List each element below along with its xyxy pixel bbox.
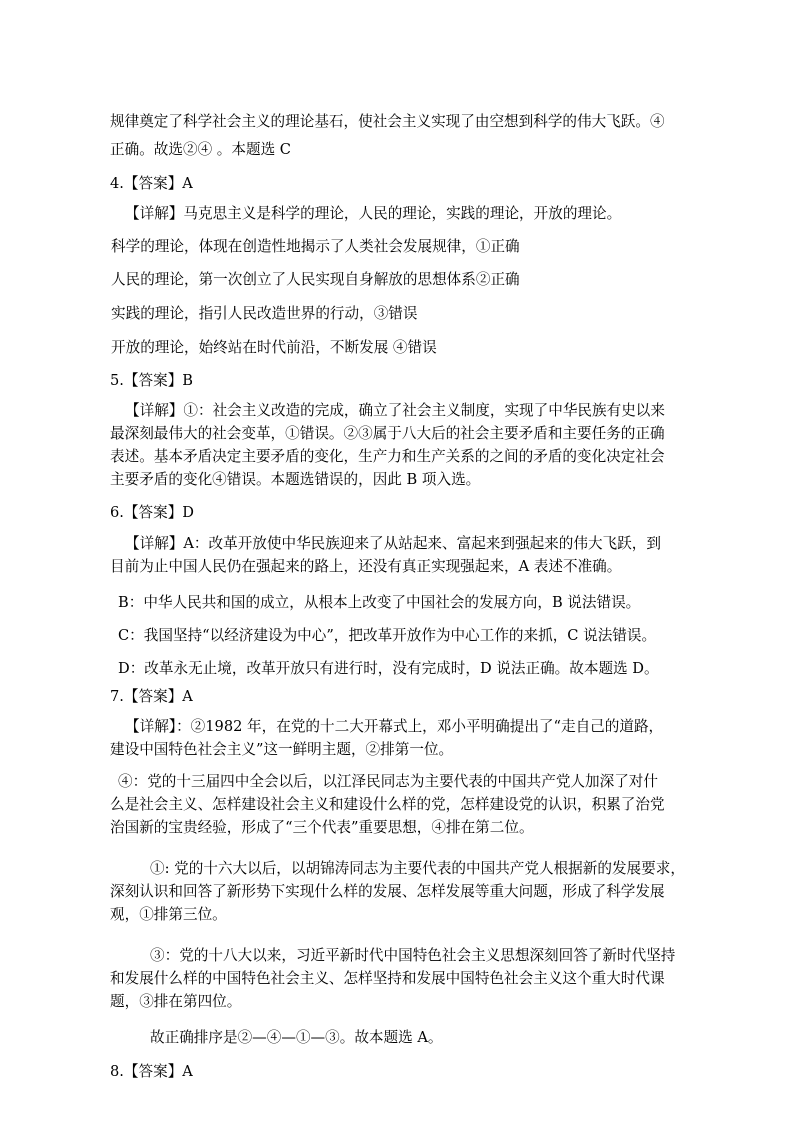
explanation-line: 目前为止中国人民仍在强起来的路上，还没有真正实现强起来，A 表述不准确。 [110, 558, 622, 575]
explanation-line: 开放的理论，始终站在时代前沿，不断发展 ④错误 [111, 339, 437, 356]
explanation-line: D：改革永无止境，改革开放只有进行时，没有完成时，D 说法正确。故本题选 D。 [118, 660, 659, 677]
explanation-line: 【详解】①：社会主义改造的完成，确立了社会主义制度，实现了中华民族有史以来 [125, 402, 665, 419]
explanation-line: 科学的理论，体现在创造性地揭示了人类社会发展规律，①正确 [111, 238, 520, 255]
explanation-line: 深刻认识和回答了新形势下实现什么样的发展、怎样发展等重大问题，形成了科学发展 [110, 883, 665, 900]
explanation-line: 故正确排序是②—④—①—③。故本题选 A。 [150, 1029, 443, 1046]
explanation-line: ①: 党的十六大以后，以胡锦涛同志为主要代表的中国共产党人根据新的发展要求， [150, 860, 685, 877]
explanation-line: 实践的理论，指引人民改造世界的行动，③错误 [111, 305, 418, 322]
text-line: 正确。故选②④ 。本题选 C [110, 141, 291, 158]
explanation-line: 建设中国特色社会主义”这一鲜明主题，②排第一位。 [110, 741, 454, 758]
explanation-line: 题，③排在第四位。 [110, 993, 242, 1010]
explanation-line: 【详解】A：改革开放使中华民族迎来了从站起来、富起来到强起来的伟大飞跃，到 [125, 535, 661, 552]
answer-heading-8: 8.【答案】A [110, 1063, 193, 1080]
answer-heading-5: 5.【答案】B [110, 372, 194, 389]
explanation-line: 主要矛盾的变化④错误。本题选错误的，因此 B 项入选。 [110, 471, 481, 488]
explanation-line: 观，①排第三位。 [110, 906, 227, 923]
explanation-line: ③：党的十八大以来，习近平新时代中国特色社会主义思想深刻回答了新时代坚持 [150, 947, 676, 964]
explanation-line: 和发展什么样的中国特色社会主义、怎样坚持和发展中国特色社会主义这个重大时代课 [110, 970, 665, 987]
explanation-line: B：中华人民共和国的成立，从根本上改变了中国社会的发展方向，B 说法错误。 [118, 594, 641, 611]
explanation-line: 最深刻最伟大的社会变革，①错误。②③属于八大后的社会主要矛盾和主要任务的正确 [110, 425, 665, 442]
explanation-line: 么是社会主义、怎样建设社会主义和建设什么样的党，怎样建设党的认识，积累了治党 [110, 796, 665, 813]
answer-heading-7: 7.【答案】A [110, 688, 193, 705]
explanation-line: 【详解】马克思主义是科学的理论，人民的理论，实践的理论，开放的理论。 [125, 205, 622, 222]
explanation-line: 表述。基本矛盾决定主要矛盾的变化，生产力和生产关系的之间的矛盾的变化决定社会 [110, 448, 665, 465]
explanation-line: 人民的理论，第一次创立了人民实现自身解放的思想体系②正确 [111, 271, 520, 288]
answer-heading-6: 6.【答案】D [110, 504, 194, 521]
answer-heading-4: 4.【答案】A [110, 175, 193, 192]
explanation-line: 治国新的宝贵经验，形成了“三个代表”重要思想，④排在第二位。 [110, 819, 534, 836]
text-line: 规律奠定了科学社会主义的理论基石，使社会主义实现了由空想到科学的伟大飞跃。④ [110, 113, 665, 130]
explanation-line: C：我国坚持“以经济建设为中心”，把改革开放作为中心工作的来抓，C 说法错误。 [118, 627, 657, 644]
explanation-line: ④：党的十三届四中全会以后，以江泽民同志为主要代表的中国共产党人加深了对什 [118, 773, 658, 790]
explanation-line: 【详解】：②1982 年，在党的十二大开幕式上，邓小平明确提出了“走自己的道路， [125, 718, 664, 735]
